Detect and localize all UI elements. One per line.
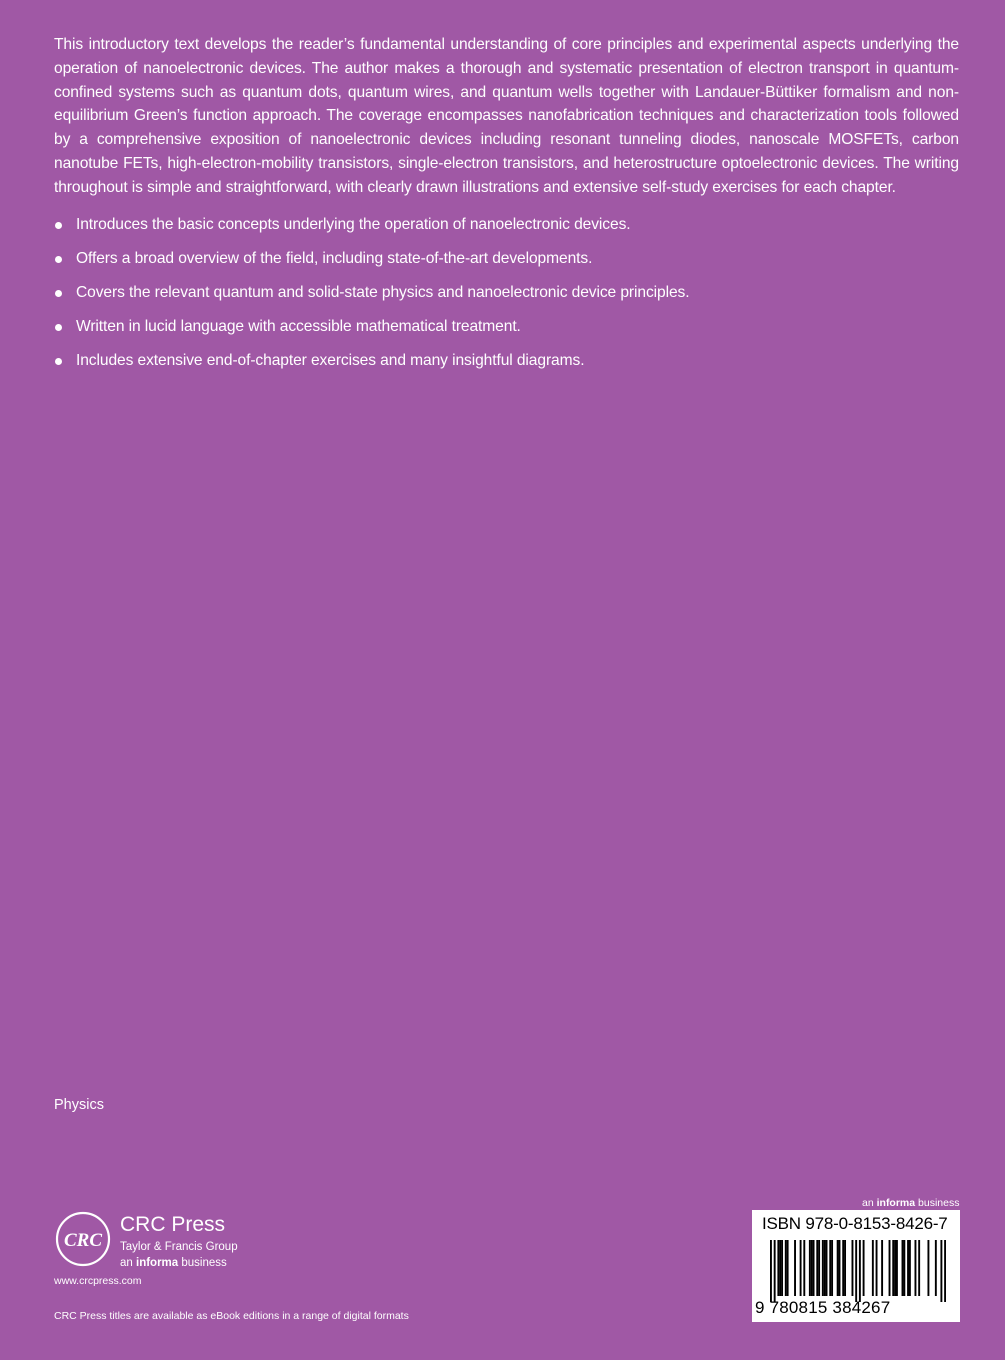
barcode-bar [855,1240,857,1302]
barcode-bar [774,1240,776,1302]
publisher-name: CRC Press [120,1213,226,1236]
description-paragraph: This introductory text develops the reader’s fundamental understanding of core principles and experimental aspects underlying the operation of nanoelectronic devices. The author makes a thorough and systematic presentation of electron transport in quantum-confined systems such as quantum dots, quantum wires, and quantum wells together with Landauer-Büttiker formalism and non-equilibrium Green’s function approach. The coverage encompasses nanofabrication techniques and characterization tools followed by a comprehensive exposition of nanoelectronic devices including resonant tunneling diodes, nanoscale MOSFETs, carbon nanotube FETs, high-electron-mobility transistors, single-electron transistors, and heterostructure optoelectronic devices. The writing throughout is simple and straightforward, with clearly drawn illustrations and extensive self-study exercises for each chapter. [54,36,959,196]
barcode-bar [787,1240,789,1296]
bullet-icon [55,324,62,331]
barcode-bar [826,1240,828,1296]
barcode-bar [918,1240,920,1296]
barcode-bar [876,1240,878,1296]
feature-text: Written in lucid language with accessible mathematical treatment. [76,318,521,335]
crc-logo-text: CRC [63,1230,103,1251]
publisher-website: www.crcpress.com [54,1275,142,1287]
barcode-bar [839,1240,841,1296]
feature-text: Introduces the basic concepts underlying the operation of nanoelectronic devices. [76,216,631,233]
barcode-bar [852,1240,854,1296]
feature-list-item [54,315,959,349]
feature-list-item [54,247,959,281]
barcode-bar [881,1240,883,1296]
bullet-icon [55,222,62,229]
ebook-formats-note: CRC Press titles are available as eBook editions in a range of digital formats [54,1310,409,1322]
isbn-number: ISBN 978-0-8153-8426-7 [762,1214,948,1233]
feature-list-item [54,213,959,247]
bullet-icon [55,256,62,263]
barcode-bar [863,1240,865,1296]
barcode-bar [940,1240,942,1302]
barcode-bar [927,1240,929,1296]
barcode-bar [909,1240,911,1296]
isbn-barcode-box [752,1210,960,1322]
barcode-bar [944,1240,946,1302]
barcode-bar [842,1240,844,1296]
feature-text: Covers the relevant quantum and solid-state physics and nanoelectronic device principles. [76,284,690,301]
barcode-digits: 9 780815 384267 [755,1298,891,1317]
crc-logo-icon [54,1210,112,1268]
barcode-bar [822,1240,824,1296]
bullet-icon [55,358,62,365]
barcode-bar [811,1240,813,1296]
barcode-bar [800,1240,802,1296]
barcode-bar [907,1240,909,1296]
barcode-bar [903,1240,905,1296]
barcode-bar [902,1240,904,1296]
informa-business-tag: an informa business [862,1197,960,1209]
subject-category: Physics [54,1097,104,1113]
barcode-bar [824,1240,826,1296]
barcode-bar [813,1240,815,1296]
bullet-icon [55,290,62,297]
barcode-bar [892,1240,894,1296]
barcode-bar [872,1240,874,1296]
barcode-bar [915,1240,917,1296]
barcode-icon [770,1240,946,1302]
barcode-bar [809,1240,811,1296]
barcode-bar [777,1240,779,1296]
feature-text: Offers a broad overview of the field, including state-of-the-art developments. [76,250,593,267]
barcode-bar [859,1240,861,1302]
publisher-group: Taylor & Francis Group [120,1241,238,1253]
barcode-bar [844,1240,846,1296]
barcode-bar [779,1240,781,1296]
barcode-bar [896,1240,898,1296]
barcode-bar [816,1240,818,1296]
feature-list-item [54,281,959,315]
publisher-informa-line: an informa business [120,1257,227,1269]
barcode-bar [889,1240,891,1296]
barcode-bar [935,1240,937,1296]
barcode-bar [794,1240,796,1296]
barcode-bar [831,1240,833,1296]
feature-list [54,213,959,383]
barcode-bar [785,1240,787,1296]
barcode-bar [803,1240,805,1296]
feature-list-item [54,349,959,383]
barcode-bar [818,1240,820,1296]
barcode-bar [770,1240,772,1302]
barcode-bar [837,1240,839,1296]
feature-text: Includes extensive end-of-chapter exercises and many insightful diagrams. [76,352,585,369]
barcode-bar [829,1240,831,1296]
barcode-bar [781,1240,783,1296]
barcode-bar [894,1240,896,1296]
